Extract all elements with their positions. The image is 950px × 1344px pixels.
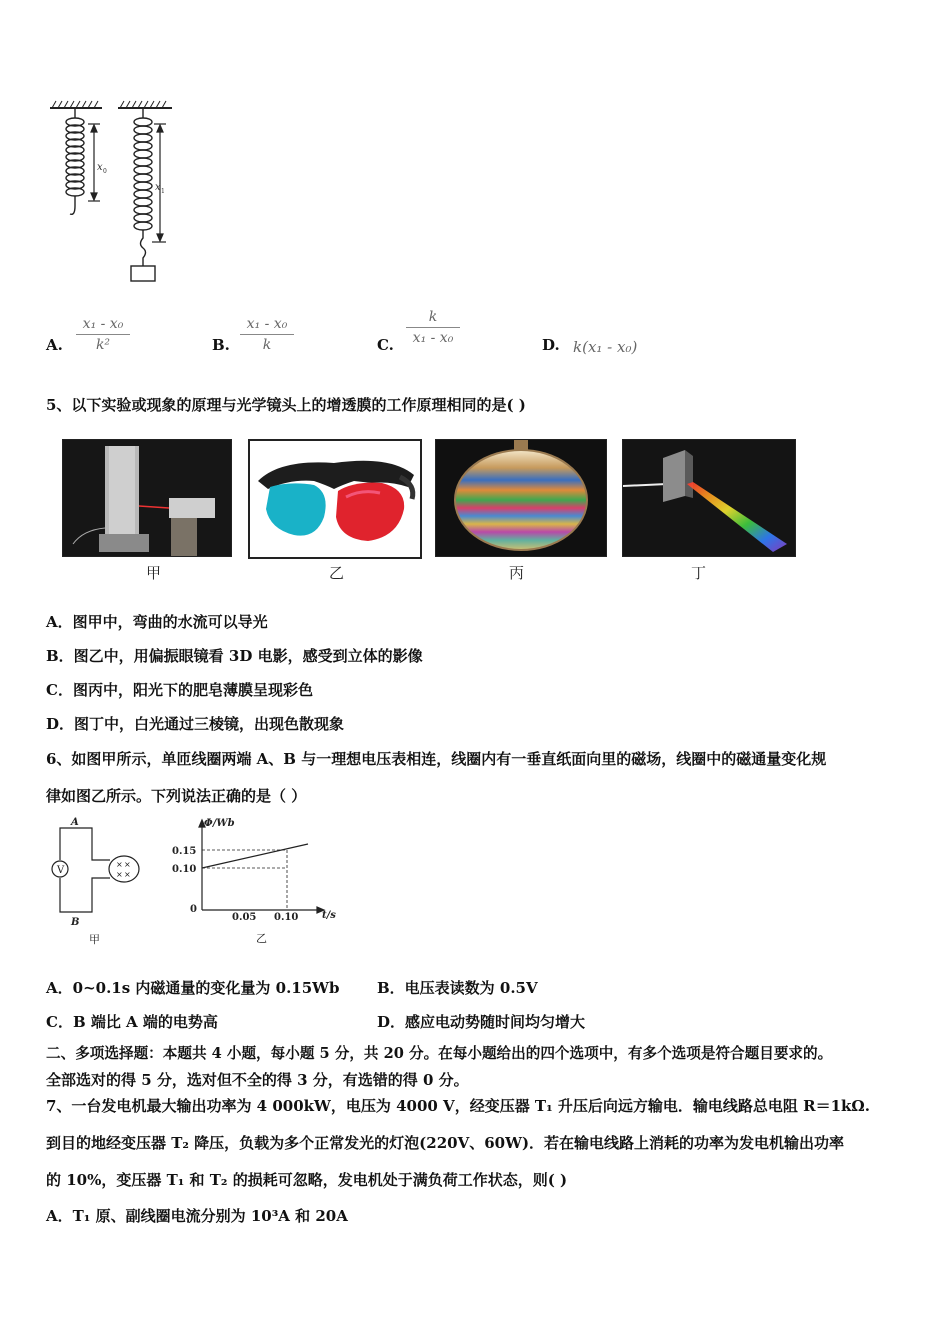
q4-option-a-numerator: x₁ - x₀ [82,316,124,332]
q6-option-d: D．感应电动势随时间均匀增大 [377,1013,586,1031]
graph-origin: 0 [190,904,197,915]
q4-option-c-denominator: x₁ - x₀ [412,330,454,346]
caption-bing: 丙 [509,564,525,582]
caption-q6-yi: 乙 [256,932,267,945]
q4-option-b-label: B. [212,336,230,354]
q5-option-a: A．图甲中，弯曲的水流可以导光 [46,613,268,631]
q5-option-b: B．图乙中，用偏振眼镜看 3D 电影，感受到立体的影像 [46,647,423,665]
q4-option-b-fraction [240,316,294,353]
svg-text:x: x [155,182,161,193]
q4-option-c-fraction [406,309,460,346]
q7-option-a: A．T₁ 原、副线圈电流分别为 10³A 和 20A [46,1207,348,1225]
q4-option-a-label: A. [46,336,63,354]
caption-jia: 甲 [146,564,162,582]
svg-text:x: x [97,162,103,173]
spring-figure [40,98,190,288]
graph-xlabel: t/s [322,910,336,921]
graph-xtick-005: 0.05 [232,912,257,923]
graph-ytick-015: 0.15 [172,846,197,857]
photo-bing-soap-film [435,439,607,557]
q6-option-a: A．0~0.1s 内磁通量的变化量为 0.15Wb [46,979,340,997]
q6-option-c: C．B 端比 A 端的电势高 [46,1013,218,1031]
q4-option-d-expression: k(x₁ - x₀) [573,338,638,356]
q7-stem-line3: 的 10%，变压器 T₁ 和 T₂ 的损耗可忽略，发电机处于满负荷工作状态，则( ) [46,1171,568,1189]
graph-ytick-010: 0.10 [172,864,197,875]
q5-option-c: C．图丙中，阳光下的肥皂薄膜呈现彩色 [46,681,313,699]
q4-option-a-fraction [76,316,130,353]
q6-stem-line1: 6、如图甲所示，单匝线圈两端 A、B 与一理想电压表相连，线圈内有一垂直纸面向里的磁场，线圈中的磁通量变化规 [46,750,827,768]
graph-xtick-010: 0.10 [274,912,299,923]
q7-stem-line2: 到目的地经变压器 T₂ 降压，负载为多个正常发光的灯泡(220V、60W)．若在输电线路上消耗的功率为发电机输出功率 [46,1134,845,1152]
svg-text:1: 1 [161,188,165,195]
q4-option-b-numerator: x₁ - x₀ [246,316,288,332]
svg-text:×: × [124,870,131,879]
caption-yi: 乙 [329,564,345,582]
graph-ylabel: Φ/Wb [204,818,235,829]
q4-option-b-denominator: k [262,337,272,353]
label-a: A [71,817,79,828]
svg-text:0: 0 [103,168,107,175]
voltmeter-symbol: V [57,865,65,876]
section2-instructions-line1: 二、多项选择题：本题共 4 小题，每小题 5 分，共 20 分。在每小题给出的四个选项中，有多个选项是符合题目要求的。 [46,1045,833,1062]
q4-option-c-numerator: k [428,309,438,325]
q6-option-b: B．电压表读数为 0.5V [377,979,538,997]
q5-stem: 5、以下实验或现象的原理与光学镜头上的增透膜的工作原理相同的是( ) [46,396,526,414]
q7-stem-line1: 7、一台发电机最大输出功率为 4 000kW，电压为 4000 V，经变压器 T₁ 升压后向远方输电．输电线路总电阻 R＝1kΩ. [46,1097,870,1115]
label-b: B [71,917,80,928]
q6-stem-line2: 律如图乙所示。下列说法正确的是（ ） [46,787,307,805]
q4-option-a-denominator: k² [95,337,111,353]
q4-option-d-label: D. [542,336,560,354]
photo-jia-water-light-guide [62,439,232,557]
photo-ding-prism [622,439,796,557]
q5-option-d: D．图丁中，白光通过三棱镜，出现色散现象 [46,715,345,733]
q6-circuit-figure [44,816,154,946]
caption-ding: 丁 [691,564,707,582]
q4-option-c-label: C. [377,336,394,354]
q6-flux-graph [170,814,350,946]
caption-q6-jia: 甲 [89,933,100,946]
svg-text:×: × [116,870,123,879]
section2-instructions-line2: 全部选对的得 5 分，选对但不全的得 3 分，有选错的得 0 分。 [46,1071,469,1089]
photo-yi-3d-glasses [248,439,422,559]
svg-text:×: × [116,860,123,869]
svg-text:×: × [124,860,131,869]
